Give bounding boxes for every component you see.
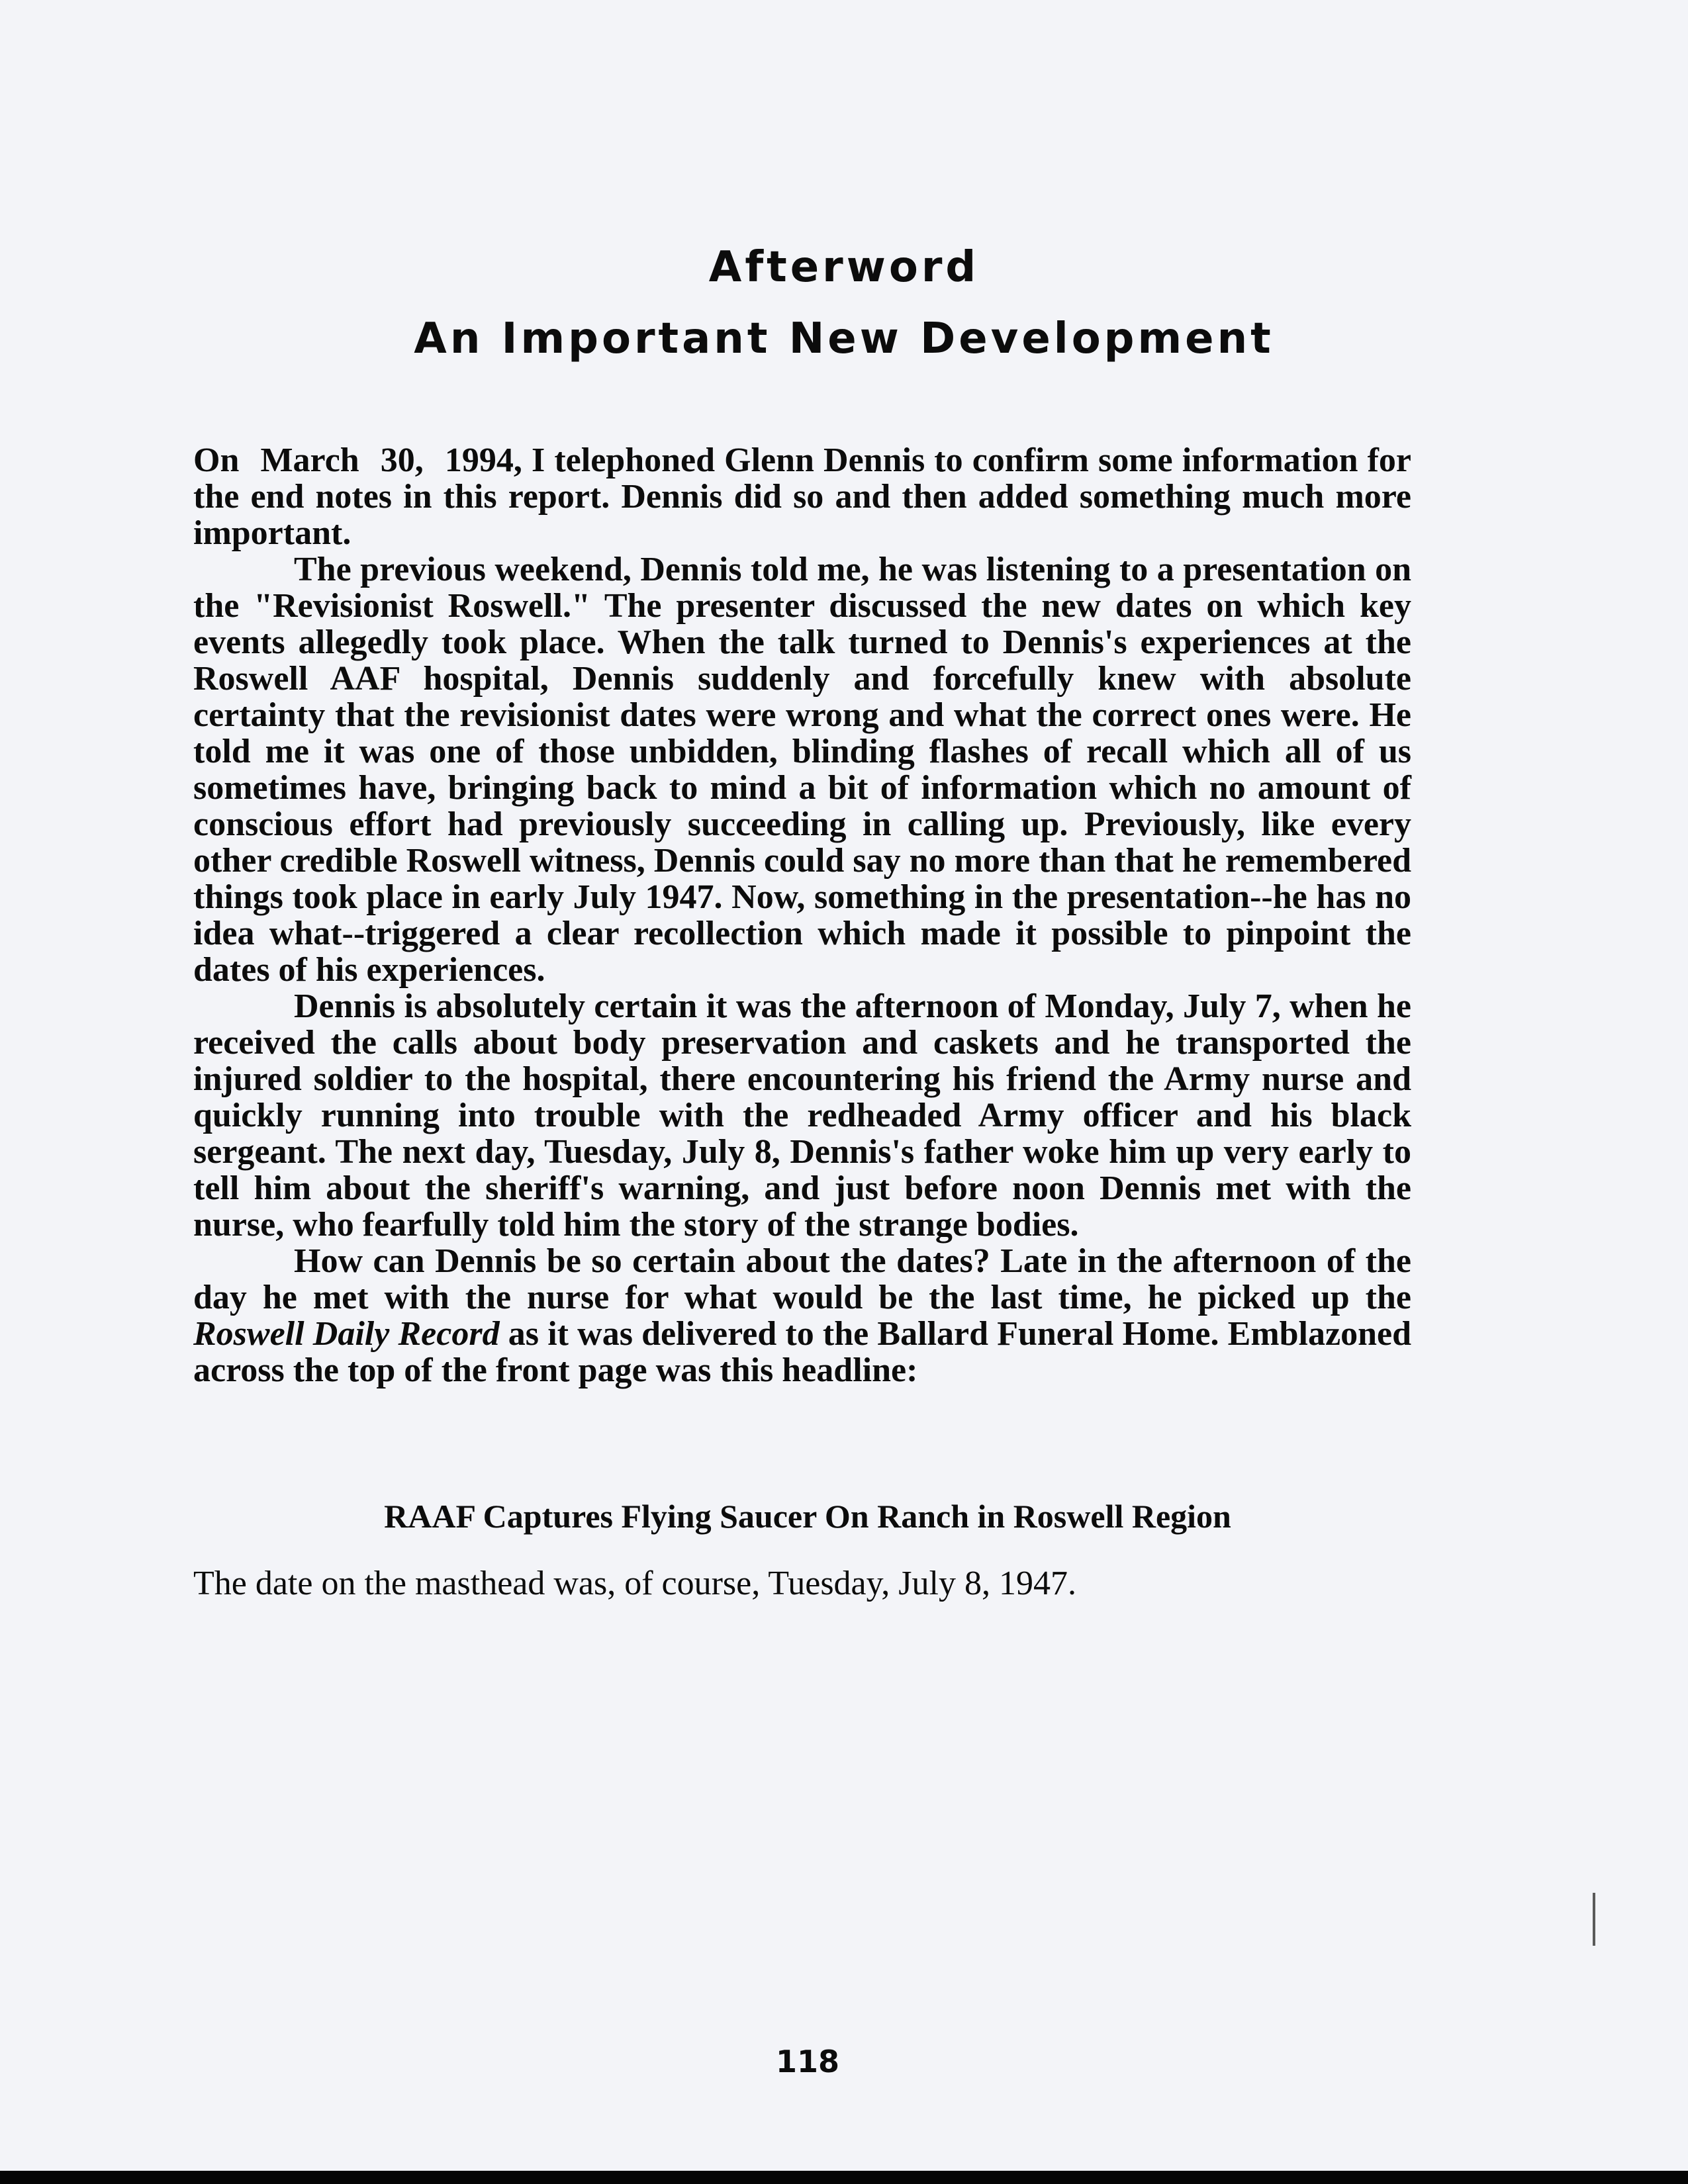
page-number: 118 [775,2044,840,2079]
paragraph-4-end: as it was delivered to the Ballard Funeral Home. Emblazoned across the top of the front page was this headline: [193,1315,1412,1389]
body-text [193,442,1411,1388]
chapter-title: Afterword [708,243,980,292]
paragraph-1 [193,442,1411,551]
chapter-subtitle: An Important New Development [414,314,1274,363]
newspaper-headline: RAAF Captures Flying Saucer On Ranch in Roswell Region [384,1498,1231,1535]
title-block [0,232,1688,375]
scan-bottom-border [0,2171,1688,2184]
closing-sentence: The date on the masthead was, of course, Tuesday, July 8, 1947. [193,1565,1076,1602]
scan-edge-mark [1593,1893,1595,1946]
newspaper-name: Roswell Daily Record [193,1315,500,1353]
paragraph-2: The previous weekend, Dennis told me, he was listening to a presentation on the "Revisionist Roswell." The presenter discussed the new dates on which key events allegedly took place. When the talk turned to Dennis's experiences at the Roswell AAF hospital, Dennis suddenly and forcefully knew with absolute certainty that the revisionist dates were wrong and what the correct ones were. He told me it was one of those unbidden, blinding flashes of recall which all of us sometimes have, bringing back to mind a bit of information which no amount of conscious effort had previously succeeding in calling up. Previously, like every other credible Roswell witness, Dennis could say no more than that he remembered things took place in early July 1947. Now, something in the presentation--he has no idea what--triggered a clear recollection which made it possible to pinpoint the dates of his experiences. [193,551,1411,989]
paragraph-3: Dennis is absolutely certain it was the afternoon of Monday, July 7, when he received the calls about body preservation and caskets and he transported the injured soldier to the hospital, there encountering his friend the Army nurse and quickly running into trouble with the redheaded Army officer and his black sergeant. The next day, Tuesday, July 8, Dennis's father woke him up very early to tell him about the sheriff's warning, and just before noon Dennis met with the nurse, who fearfully told him the story of the strange bodies. [193,987,1411,1244]
paragraph-4-start: How can Dennis be so certain about the dates? Late in the afternoon of the day he met with the nurse for what would be the last time, he picked up the [193,1242,1411,1316]
paragraph-1-rest: I telephoned Glenn Dennis to confirm some information for the end notes in this report. Dennis did so and then added something much more important. [193,441,1411,552]
paragraph-4 [193,1243,1411,1388]
paragraph-1-lead: On March 30, 1994, [193,441,522,479]
